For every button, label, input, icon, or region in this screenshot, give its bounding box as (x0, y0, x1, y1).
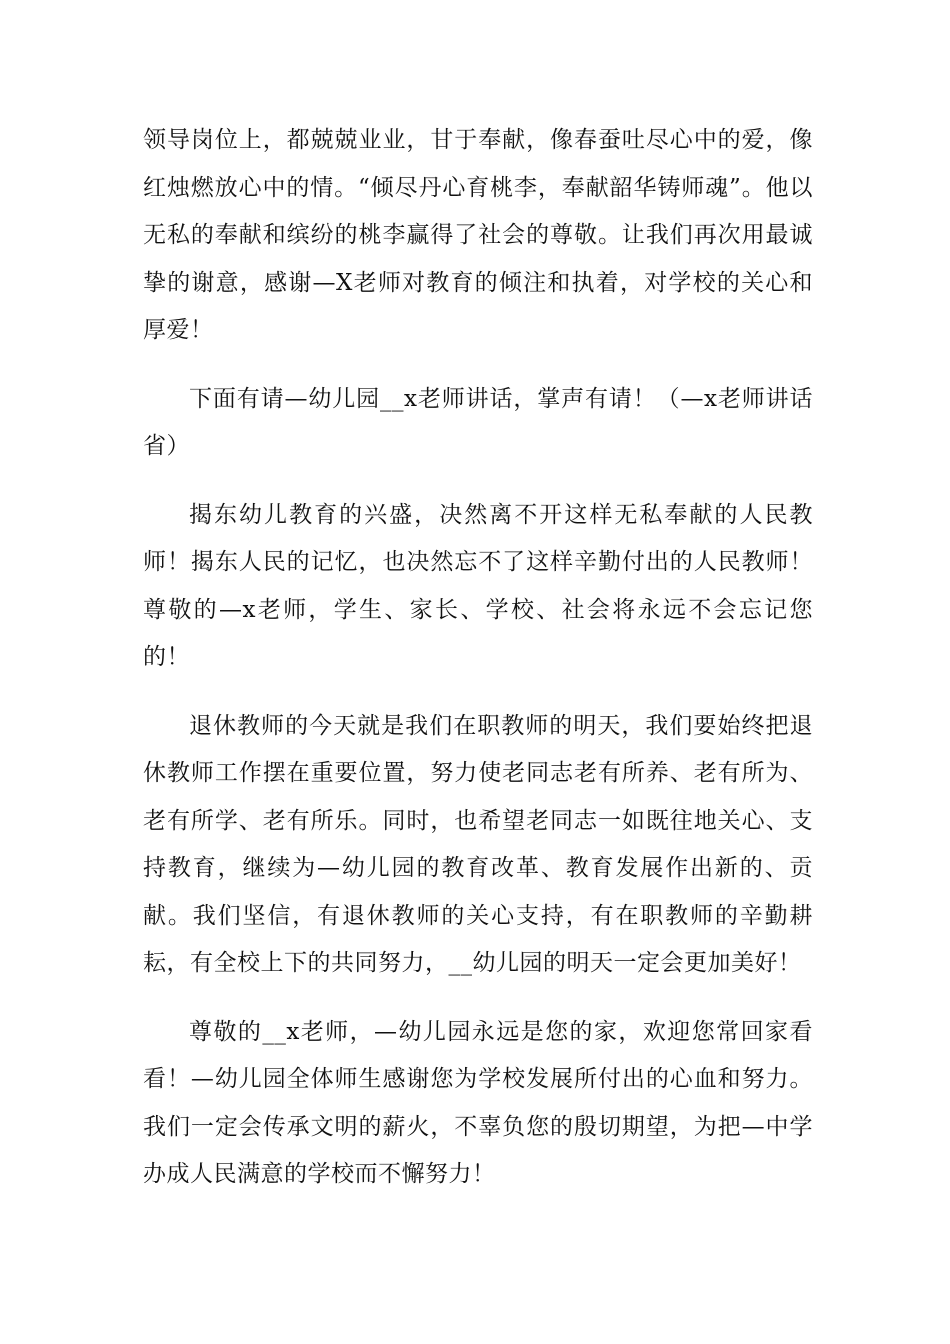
paragraph-5: 尊敬的__x老师，—幼儿园永远是您的家，欢迎您常回家看看！—幼儿园全体师生感谢您为学校发展所付出的心血和努力。我们一定会传承文明的薪火，不辜负您的殷切期望，为把—中学办成人民满意的学校而不懈努力！ (143, 1018, 813, 1187)
document-body (143, 117, 813, 1199)
paragraph-2: 下面有请—幼儿园__x老师讲话，掌声有请！（—x老师讲话省） (143, 385, 813, 459)
paragraph-4: 退休教师的今天就是我们在职教师的明天，我们要始终把退休教师工作摆在重要位置，努力使老同志老有所养、老有所为、老有所学、老有所乐。同时，也希望老同志一如既往地关心、支持教育，继续为—幼儿园的教育改革、教育发展作出新的、贡献。我们坚信，有退休教师的关心支持，有在职教师的辛勤耕耘，有全校上下的共同努力，__幼儿园的明天一定会更加美好！ (143, 712, 813, 976)
paragraph-1: 领导岗位上，都兢兢业业，甘于奉献，像春蚕吐尽心中的爱，像红烛燃放心中的情。“倾尽丹心育桃李，奉献韶华铸师魂”。他以无私的奉献和缤纷的桃李赢得了社会的尊敬。让我们再次用最诚挚的谢意，感谢—X老师对教育的倾注和执着，对学校的关心和厚爱！ (143, 127, 813, 343)
paragraph-3: 揭东幼儿教育的兴盛，决然离不开这样无私奉献的人民教师！揭东人民的记忆，也决然忘不了这样辛勤付出的人民教师！尊敬的—x老师，学生、家长、学校、社会将永远不会忘记您的！ (143, 501, 813, 670)
